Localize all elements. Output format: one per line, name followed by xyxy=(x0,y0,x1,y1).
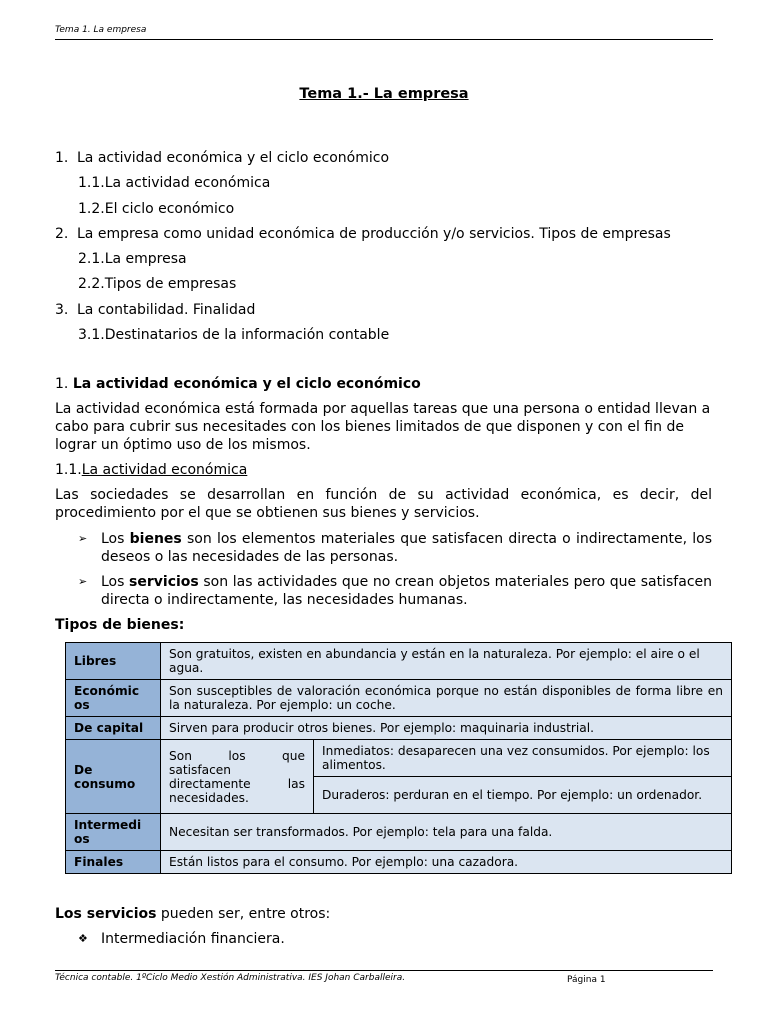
toc-item: 2.1.La empresa xyxy=(78,251,187,268)
bullet-servicios: ➢ Los servicios son las actividades que no crean objetos materiales pero que satisfacen directa o indirectamente, las necesidades humanas. xyxy=(78,574,712,608)
consumo-description: Son los que satisfacen directamente las necesidades. xyxy=(161,740,314,814)
document-title: Tema 1.- La empresa xyxy=(299,86,469,102)
page-number: Página 1 xyxy=(567,975,606,985)
row-description: Sirven para producir otros bienes. Por ejemplo: maquinaria industrial. xyxy=(161,717,732,740)
row-header: Libres xyxy=(66,643,161,680)
row-header: Económic os xyxy=(66,680,161,717)
arrow-bullet-icon: ➢ xyxy=(78,532,88,545)
page-footer: Técnica contable. 1ºCiclo Medio Xestión Administrativa. IES Johan Carballeira. Página 1 xyxy=(55,970,713,983)
row-description: Son gratuitos, existen en abundancia y están en la naturaleza. Por ejemplo: el aire o el agua. xyxy=(161,643,732,680)
tipos-bienes-heading: Tipos de bienes: xyxy=(55,617,185,633)
page-header: Tema 1. La empresa xyxy=(55,25,713,40)
section-1-1-heading: 1.1.La actividad económica xyxy=(55,462,248,478)
section-1-paragraph: La actividad económica está formada por aquellas tareas que una persona o entidad llevan a cabo para cubrir sus necesitades con los bienes limitados de que disponen y con el fin de lograr un óptimo uso de los mismos. xyxy=(55,401,711,453)
toc-item: 2. La empresa como unidad económica de producción y/o servicios. Tipos de empresas xyxy=(55,225,671,242)
row-description: Están listos para el consumo. Por ejemplo: una cazadora. xyxy=(161,851,732,874)
table-row xyxy=(66,643,732,680)
toc-item: 3. La contabilidad. Finalidad xyxy=(55,301,256,318)
toc-item: 1.2.El ciclo económico xyxy=(78,200,235,217)
servicios-item: ❖ Intermediación financiera. xyxy=(78,931,285,947)
diamond-bullet-icon: ❖ xyxy=(78,932,88,945)
table-of-contents xyxy=(55,148,715,350)
table-row xyxy=(66,680,732,717)
arrow-bullet-icon: ➢ xyxy=(78,575,88,588)
row-description: Son susceptibles de valoración económica porque no están disponibles de forma libre en la naturaleza. Por ejemplo: un coche. xyxy=(161,680,732,717)
toc-item: 1.1.La actividad económica xyxy=(78,175,271,192)
row-header: De consumo xyxy=(66,740,161,814)
section-1-1-paragraph: Las sociedades se desarrollan en función de su actividad económica, es decir, del procedimiento por el que se obtienen sus bienes y servicios. xyxy=(55,487,712,521)
row-description: Necesitan ser transformados. Por ejemplo: tela para una falda. xyxy=(161,814,732,851)
inmediatos-description: Inmediatos: desaparecen una vez consumidos. Por ejemplo: los alimentos. xyxy=(314,740,732,777)
tipos-bienes-table xyxy=(65,642,732,874)
row-header: De capital xyxy=(66,717,161,740)
toc-item: 1. La actividad económica y el ciclo económico xyxy=(55,150,390,166)
row-header: Finales xyxy=(66,851,161,874)
table-row xyxy=(66,851,732,874)
toc-item: 2.2.Tipos de empresas xyxy=(78,276,237,293)
table-row xyxy=(66,814,732,851)
table-row xyxy=(66,740,732,777)
duraderos-description: Duraderos: perduran en el tiempo. Por ejemplo: un ordenador. xyxy=(314,777,732,814)
table-row xyxy=(66,717,732,740)
section-1-heading: 1. La actividad económica y el ciclo económico xyxy=(55,376,421,392)
servicios-intro: Los servicios pueden ser, entre otros: xyxy=(55,906,331,922)
row-header: Intermedi os xyxy=(66,814,161,851)
toc-item: 3.1.Destinatarios de la información contable xyxy=(78,327,390,344)
bullet-bienes: ➢ Los bienes son los elementos materiales que satisfacen directa o indirectamente, los deseos o las necesidades de las personas. xyxy=(78,531,712,565)
